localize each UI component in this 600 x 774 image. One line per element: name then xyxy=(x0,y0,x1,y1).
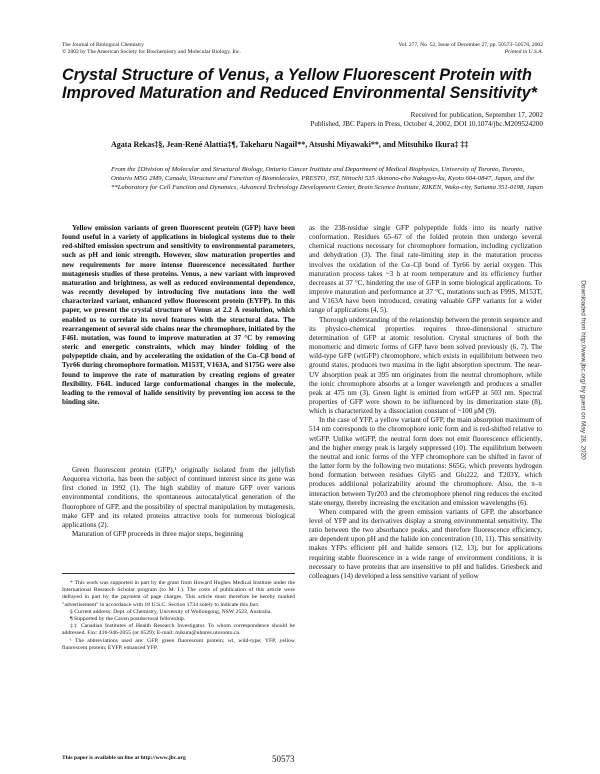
abstract xyxy=(62,224,295,407)
footnote: * This work was supported in part by the grant from Howard Hughes Medical Institute under the International Research Scholar program (to M. I.). The costs of publication of this article were defrayed in part by the payment of page charges. This article must therefore be hereby marked "advertisement" in accordance with 18 U.S.C. Section 1734 solely to indicate this fact. xyxy=(62,580,295,608)
received-date: Received for publication, September 17, 2002 xyxy=(410,111,543,119)
download-watermark-text: Downloaded from http://www.jbc.org/ by guest on May 28, 2020 xyxy=(579,280,587,460)
body-paragraph: Thorough understanding of the relationship between the protein sequence and its physico-chemical properties requires three-dimensional structure determination of GFP at atomic resolution. Crystal structures of both the monomeric and dimeric forms of GFP have been solved previously (6, 7). The wild-type GFP (wtGFP) chromophore, which exists in equilibrium between two ground states, produces two maxima in the light absorption spectrum. The near-UV absorption peak at 395 nm originates from the neutral chromophore, while the ionic chromophore absorbs at a longer wavelength and produces a smaller peak at 475 nm (3). Green light is emitted from wtGFP at 503 nm. Spectral properties of GFP were shown to be influenced by its dimerization state (8), which is characterized by a dissociation constant of ~100 μM (9). xyxy=(309,315,542,416)
body-paragraph: When compared with the green emission variants of GFP, the absorbance level of YFP and its derivatives display a strong environmental sensitivity. The ratio between the two absorbance peaks, and therefore fluorescence efficiency, are dependent upon pH and the halide ion concentration (10, 11). This sensitivity makes YFPs efficient pH and halide sensors (12, 13), but for applications requiring stable fluorescence in a wide range of environment conditions, it is necessary to have proteins that are insensitive to pH and halides. Griesbeck and colleagues (14) developed a less sensitive variant of yellow xyxy=(309,507,542,580)
footnote: ¶ Supported by the Caven postdoctoral fellowship. xyxy=(70,616,186,623)
footnotes xyxy=(62,573,295,652)
article-title: Crystal Structure of Venus, a Yellow Fluorescent Protein with Improved Maturation and Reduced Environmental Sensitivity* xyxy=(62,66,537,102)
publication-info xyxy=(310,111,543,130)
author-list: Agata Rekas‡§, Jean-René Alattia‡¶, Takeharu Nagai‖**, Atsushi Miyawaki**, and Mitsuhiko Ikura‡ ‡‡ xyxy=(111,140,469,149)
body-left-column xyxy=(62,466,295,539)
affiliations: From the ‡Division of Molecular and Structural Biology, Ontario Cancer Institute and Department of Medical Biophysics, University of Toronto, Toronto, Ontario M5G 2M9, Canada, ‖Structure and Function of Biomolecules, PRESTO, JST, Nittochi 535 Akinono-cho Nakagyo-ku, Kyoto 604-0847, Japan, and the **Laboratory for Cell Function and Dynamics, Advanced Technology Development Center, Brain Science Institute, RIKEN, Wako-city, Saitama 351-0198, Japan xyxy=(111,166,543,191)
body-paragraph: Green fluorescent protein (GFP),¹ originally isolated from the jellyfish Aequorea victoria, has been the subject of continued interest since its gene was first cloned in 1992 (1). The high stability of mature GFP over various environmental conditions, the spontaneous autocatalytical generation of the fluorophore of GFP, and the possibility of spectral manipulation by mutagenesis, make GFP and its related proteins attractive tools for numerous biological applications (2). xyxy=(62,466,295,529)
page-number: 50573 xyxy=(272,754,295,764)
download-watermark xyxy=(578,190,588,550)
abstract-text: Yellow emission variants of green fluorescent protein (GFP) have been found useful in a variety of applications in biological systems due to their red-shifted emission spectrum and sensitivity to environmental parameters, such as pH and ionic strength. However, slow maturation properties and new requirements for more intense fluorescence necessitated further mutagenesis studies of these proteins. Venus, a new variant with improved maturation and brightness, as well as reduced environmental dependence, was recently developed by introducing five mutations into the well characterized variant, enhanced yellow fluorescent protein (EYFP). In this paper, we present the crystal structure of Venus at 2.2 Å resolution, which enabled us to correlate its novel features with the structural data. The rearrangement of several side chains near the chromophore, initiated by the F46L mutation, was found to improve maturation at 37 °C by removing steric and energetic constraints, which may hinder folding of the polypeptide chain, and by accelerating the oxidation of the Cα–Cβ bond of Tyr66 during chromophore formation. M153T, V163A, and S175G were also found to improve the rate of maturation by creating regions of greater flexibility. F64L induced large conformational changes in the molecule, leading to the removal of halide sensitivity by preventing ion access to the binding site. xyxy=(62,224,295,406)
online-availability-note: This paper is available on line at http://www.jbc.org xyxy=(62,755,186,761)
body-paragraph: In the case of YFP, a yellow variant of GFP, the main absorption maximum of 514 nm corresponds to the chromophore ionic form and is red-shifted relative to wtGFP. Unlike wtGFP, the neutral form does not emit fluorescence efficiently, and the higher energy peak is largely suppressed (10). The equilibrium between the neutral and ionic forms of the YFP chromophore can be shifted in favor of the latter form by the following two mutations: S65G, which prevents hydrogen bond formation between residues Gly65 and Glu222, and T203Y, which produces additional polarizability around the chromophore. Also, the π–π interaction between Tyr203 and the chromophore phenol ring reduces the excited state energy, thereby increasing the excitation and emission wavelengths (6). xyxy=(309,416,542,507)
body-paragraph: Maturation of GFP proceeds in three major steps, beginning xyxy=(72,530,244,539)
footnote: ¹ The abbreviations used are: GFP, green fluorescent protein; wt, wild-type; YFP, yellow fluorescent protein; EYFP, enhanced YFP. xyxy=(62,637,295,651)
journal-name: The Journal of Biological Chemistry xyxy=(62,42,145,48)
published-date: Published, JBC Papers in Press, October 4, 2002, DOI 10.1074/jbc.M209524200 xyxy=(310,120,543,129)
printed-line: Printed in U.S.A. xyxy=(504,48,543,55)
footnote: ‡‡ Canadian Institutes of Health Research Investigator. To whom correspondence should be addressed. Fax: 416-946-2055 (or 6529); E-mail: mikura@uhnres.utoronto.ca. xyxy=(62,623,295,637)
footnote: § Current address: Dept. of Chemistry, University of Wollongong, NSW 2522, Australia. xyxy=(70,608,272,615)
body-paragraph: as the 238-residue single GFP polypeptide folds into its nearly native conformation. Residues 65–67 of the folded protein then undergo several chemical reactions necessary for chromophore formation, including cyclization and dehydration (3). The final rate-limiting step in the maturation process involves the oxidation of the Cα–Cβ bond of Tyr66 by aerial oxygen. This maturation process takes ~3 h at room temperature and its efficiency further decreases at 37 °C, hindering the use of GFP in some biological applications. To improve maturation and performance at 37 °C, mutations such as F99S, M153T, and V163A have been introduced, creating valuable GFP variants for a wider range of applications (4, 5). xyxy=(309,224,542,315)
copyright-line: © 2002 by The American Society for Biochemistry and Molecular Biology, Inc. xyxy=(62,48,241,55)
issue-header xyxy=(398,42,543,56)
body-right-column xyxy=(309,224,542,581)
volume-line: Vol. 277, No. 52, Issue of December 27, pp. 50573–50578, 2002 xyxy=(398,42,543,48)
journal-header xyxy=(62,42,241,56)
